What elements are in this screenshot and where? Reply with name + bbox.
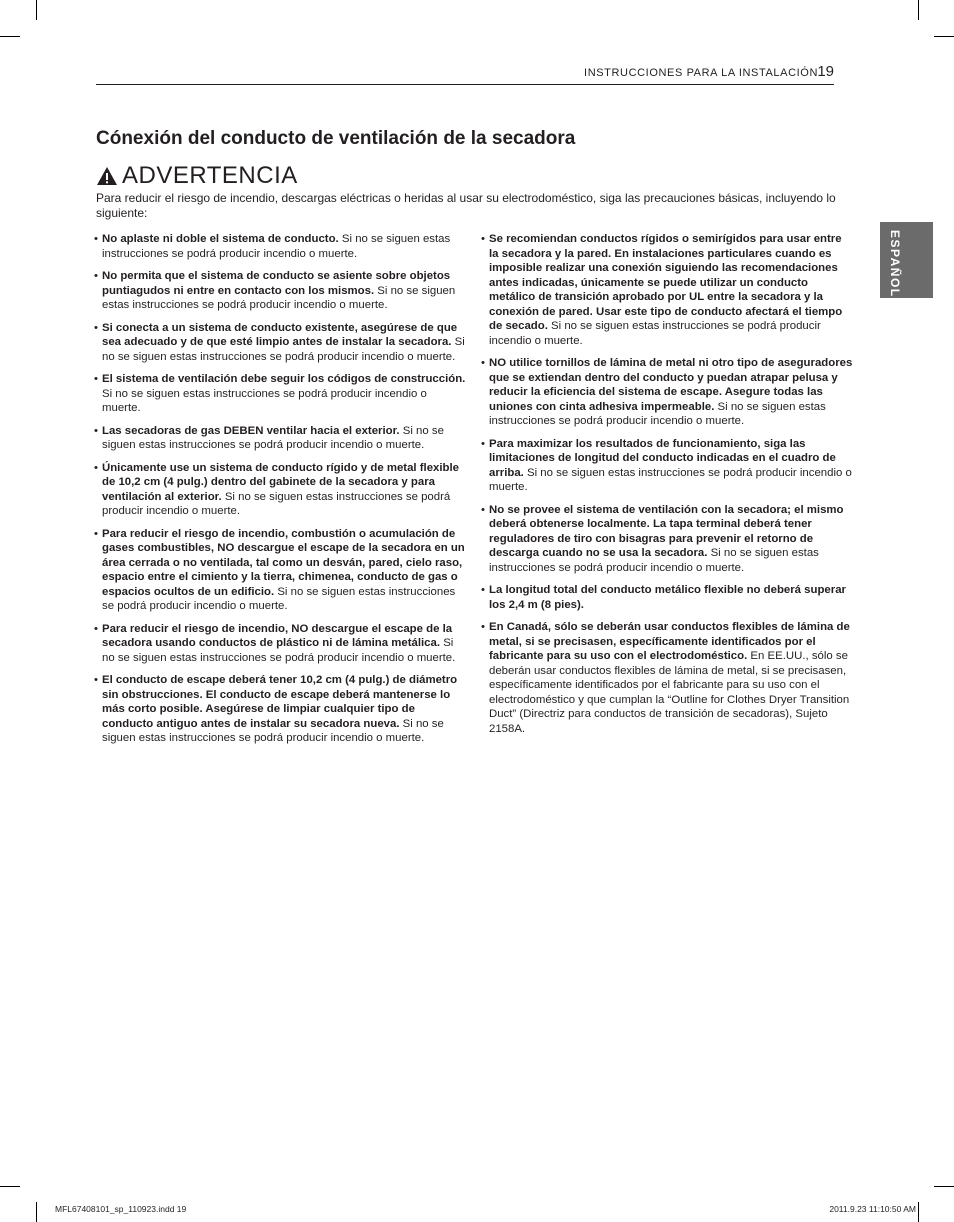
precaution-text: Si no se siguen estas instrucciones se podrá producir incendio o muerte. [102, 585, 456, 612]
precaution-item [481, 583, 853, 612]
warning-intro: Para reducir el riesgo de incendio, descargas eléctricas o heridas al usar su electrodoméstico, siga las precauciones básicas, incluyendo lo siguiente: [96, 191, 836, 220]
warning-title: ADVERTENCIA [122, 162, 298, 189]
precaution-emphasis: NO utilice tornillos de lámina de metal ni otro tipo de aseguradores que se extiendan dentro del conducto y puedan atrapar pelusa y reducir la eficiencia del sistema de escape. Asegure todas las uniones con cinta adhesiva impermeable. [489, 357, 853, 413]
crop-mark [918, 1202, 919, 1222]
warning-triangle-icon [96, 166, 118, 186]
crop-mark [36, 1202, 37, 1222]
crop-mark [0, 36, 20, 37]
crop-mark [918, 0, 919, 20]
precaution-text: Si no se siguen estas instrucciones se podrá producir incendio o muerte. [489, 400, 826, 427]
precaution-emphasis: No aplaste ni doble el sistema de conducto. [102, 233, 339, 245]
precaution-text: Si no se siguen estas instrucciones se podrá producir incendio o muerte. [102, 637, 456, 664]
footer-timestamp: 2011.9.23 11:10:50 AM [829, 1204, 916, 1214]
precaution-emphasis: No se provee el sistema de ventilación con la secadora; el mismo deberá obtenerse localmente. La tapa terminal deberá tener reguladores de tiro con bisagras para prevenir el retorno de descarga cuando no se usa la secadora. [489, 503, 844, 559]
precaution-text: En EE.UU., sólo se deberán usar conductos flexibles de lámina de metal, si se precisasen, específicamente identificados por el fabricante para su uso con el electrodoméstico y que cumplan la “Outline for Clothes Dryer Transition Duct” (Directriz para conductos de transición de secadoras), Sujeto 2158A. [489, 650, 850, 735]
bullet: • [94, 622, 98, 635]
precaution-emphasis: Para maximizar los resultados de funcionamiento, siga las limitaciones de longitud del conducto indicadas en el cuadro de arriba. [489, 437, 836, 479]
precaution-item [94, 673, 466, 746]
precaution-emphasis: Para reducir el riesgo de incendio, NO descargue el escape de la secadora usando conductos de plástico ni de lámina metálica. [102, 622, 453, 649]
precaution-emphasis: Para reducir el riesgo de incendio, combustión o acumulación de gases combustibles, NO descargue el escape de la secadora en un área cerrada o no ventilada, tal como un desván, pared, cielo raso, espacio entre el cimiento y la tierra, chimenea, conducto de gas o espacios ocultos de un edificio. [102, 527, 465, 598]
precaution-text: Si no se siguen estas instrucciones se podrá producir incendio o muerte. [102, 387, 427, 414]
bullet: • [481, 503, 485, 516]
precaution-item [94, 622, 466, 666]
precaution-emphasis: No permita que el sistema de conducto se asiente sobre objetos puntiagudos ni entre en contacto con los mismos. [102, 270, 451, 297]
precaution-item [481, 232, 853, 348]
bullet: • [481, 437, 485, 450]
page-header [96, 65, 834, 85]
bullet: • [94, 233, 98, 245]
footer-file-name: MFL67408101_sp_110923.indd 19 [55, 1204, 187, 1214]
precaution-item [94, 321, 466, 365]
precaution-text: Si no se siguen estas instrucciones se podrá producir incendio o muerte. [489, 320, 821, 347]
crop-mark [36, 0, 37, 20]
precaution-emphasis: El sistema de ventilación debe seguir los códigos de construcción. [102, 373, 466, 385]
bullet: • [94, 270, 98, 282]
precaution-item [94, 527, 466, 614]
header-section-label: INSTRUCCIONES PARA LA INSTALACIÓN [584, 67, 818, 79]
precaution-item [481, 437, 853, 495]
bullet: • [94, 674, 98, 686]
precaution-item [94, 372, 466, 416]
precaution-text: Si no se siguen estas instrucciones se podrá producir incendio o muerte. [102, 424, 444, 451]
precaution-emphasis: El conducto de escape deberá tener 10,2 cm (4 pulg.) de diámetro sin obstrucciones. El conducto de escape deberá mantenerse lo más corto posible. Asegúrese de limpiar cualquier tipo de conducto antiguo antes de instalar su secadora nueva. [102, 674, 458, 730]
bullet: • [481, 584, 485, 596]
bullet: • [94, 461, 98, 474]
bullet: • [94, 321, 98, 334]
precaution-text: Si no se siguen estas instrucciones se podrá producir incendio o muerte. [102, 284, 456, 311]
precaution-emphasis: Únicamente use un sistema de conducto rígido y de metal flexible de 10,2 cm (4 pulg.) dentro del gabinete de la secadora y para ventilación al exterior. [102, 461, 459, 503]
precaution-text: Si no se siguen estas instrucciones se podrá producir incendio o muerte. [102, 490, 451, 517]
section-title: Cónexión del conducto de ventilación de la secadora [96, 128, 576, 149]
precaution-text: Si no se siguen estas instrucciones se podrá producir incendio o muerte. [489, 466, 852, 493]
crop-mark [0, 1186, 20, 1187]
precaution-emphasis: Las secadoras de gas DEBEN ventilar hacia el exterior. [102, 424, 400, 437]
bullet: • [481, 233, 485, 245]
crop-mark [934, 36, 954, 37]
precaution-item [481, 356, 853, 429]
bullet: • [94, 424, 98, 437]
precaution-text: Si no se siguen estas instrucciones se podrá producir incendio o muerte. [102, 336, 465, 363]
precaution-item [94, 461, 466, 519]
precaution-emphasis: La longitud total del conducto metálico flexible no deberá superar los 2,4 m (8 pies). [489, 584, 846, 611]
language-tab [880, 222, 933, 298]
precaution-item [94, 424, 466, 453]
left-precautions-list [94, 232, 466, 754]
precaution-emphasis: Se recomiendan conductos rígidos o semirígidos para usar entre la secadora y la pared. En instalaciones particulares cuando es imposible realizar una conexión siguiendo las recomendaciones antes indicadas, únicamente se puede utilizar un conducto metálico de transición aprobado por UL entre la secadora y la conexión de pared. Usar este tipo de conducto afectará el tiempo de secado. [489, 233, 843, 332]
precaution-text: Si no se siguen estas instrucciones se podrá producir incendio o muerte. [489, 547, 819, 574]
warning-heading [96, 160, 298, 192]
bullet: • [481, 621, 485, 633]
crop-mark [934, 1186, 954, 1187]
bullet: • [481, 357, 485, 369]
precaution-emphasis: Si conecta a un sistema de conducto existente, asegúrese de que sea adecuado y de que esté limpio antes de instalar la secadora. [102, 321, 458, 348]
precaution-item [94, 232, 466, 261]
precaution-text: Si no se siguen estas instrucciones se podrá producir incendio o muerte. [102, 233, 451, 260]
language-tab-label: ESPAÑOL [888, 230, 902, 298]
precaution-item [481, 620, 853, 736]
bullet: • [94, 527, 98, 540]
precaution-item [481, 503, 853, 576]
bullet: • [94, 373, 98, 385]
page-number: 19 [817, 63, 834, 80]
right-precautions-list [481, 232, 853, 744]
precaution-item [94, 269, 466, 313]
precaution-text: Si no se siguen estas instrucciones se podrá producir incendio o muerte. [102, 717, 444, 744]
precaution-emphasis: En Canadá, sólo se deberán usar conductos flexibles de lámina de metal, si se precisasen, específicamente identificados por el fabricante para su uso con el electrodoméstico. [489, 621, 850, 662]
